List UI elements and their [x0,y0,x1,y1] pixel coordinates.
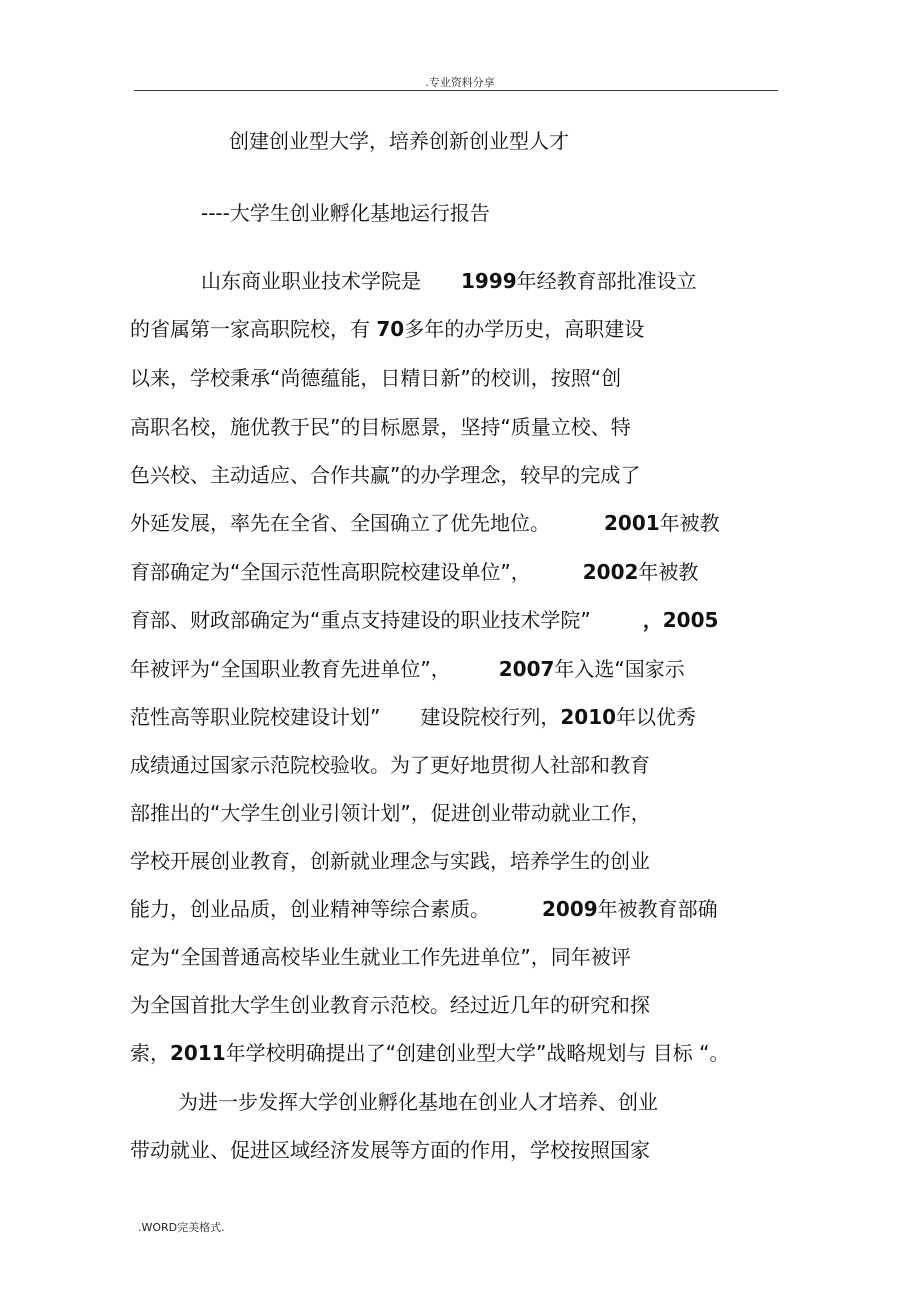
paragraph-line [130,896,718,922]
paragraph-line [178,1089,658,1115]
paragraph-line [130,316,644,342]
paragraph-line [130,752,650,778]
page-header-text: .专业资料分享 [425,76,495,89]
text-run: 年被教 [638,560,699,584]
paragraph-line [130,510,720,536]
paragraph-line [130,656,685,682]
text-run-bold: 2009 [542,897,598,921]
text-run: 年被教 [659,511,720,535]
paragraph-line [201,268,697,294]
paragraph-line [130,1137,650,1163]
text-run-bold: ，2005 [642,608,719,632]
paragraph-line [130,704,696,730]
document-subtitle: ----大学生创业孵化基地运行报告 [201,201,490,225]
paragraph-line [130,848,650,874]
paragraph-line [130,800,651,826]
page-footer-text: .WORD完美格式. [138,1221,225,1234]
text-run: 年被评为“全国职业教育先进单位”， [130,657,451,681]
text-run: 成绩通过国家示范院校验收。为了更好地贯彻人社部和教育 [130,753,650,777]
paragraph-line [130,992,650,1018]
paragraph-line [130,462,640,488]
text-run-bold: 70 [376,317,405,341]
text-run: 为全国首批大学生创业教育示范校。经过近几年的研究和探 [130,993,650,1017]
text-run-bold: 2010 [560,705,617,729]
text-run: 带动就业、促进区域经济发展等方面的作用，学校按照国家 [130,1138,650,1162]
header-divider [134,90,778,91]
text-run-bold: 1999 [461,269,517,293]
text-run: 为进一步发挥大学创业孵化基地在创业人才培养、创业 [178,1090,658,1114]
paragraph-line [130,607,718,633]
text-run: 学校开展创业教育，创新就业理念与实践，培养学生的创业 [130,849,650,873]
text-run: 范性高等职业院校建设计划” [130,705,381,729]
text-run: 高职名校，施优教于民”的目标愿景，坚持“质量立校、特 [130,415,631,439]
document-title: 创建创业型大学，培养创新创业型人才 [229,129,569,153]
text-run: 索， [130,1041,170,1065]
text-run-bold: 2001 [604,511,660,535]
text-run: 年被教育部确 [597,897,718,921]
text-run-bold: 2002 [582,560,639,584]
text-run-bold: 2011 [170,1041,226,1065]
text-run: 多年的办学历史，高职建设 [404,317,645,341]
text-run-bold: 2007 [498,657,555,681]
text-run: 年入选“国家示 [554,657,685,681]
paragraph-line [130,944,631,970]
text-run: 育部确定为“全国示范性高职院校建设单位”， [130,560,531,584]
text-run: 山东商业职业技术学院是 [201,269,421,293]
paragraph-line [130,365,621,391]
text-run: 外延发展，率先在全省、全国确立了优先地位。 [130,511,550,535]
paragraph-line [130,559,698,585]
text-run: 年经教育部批准设立 [516,269,697,293]
text-run: 部推出的“大学生创业引领计划”，促进创业带动就业工作， [130,801,651,825]
text-run: 育部、财政部确定为“重点支持建设的职业技术学院” [130,608,591,632]
text-run: 年学校明确提出了“创建创业型大学”战略规划与 目标 “。 [225,1041,730,1065]
text-run: 年以优秀 [616,705,697,729]
text-run: 以来，学校秉承“尚德蕴能，日精日新”的校训，按照“创 [130,366,622,390]
text-run: 建设院校行列， [420,705,561,729]
text-run: 定为“全国普通高校毕业生就业工作先进单位”，同年被评 [130,945,631,969]
text-run: 能力，创业品质，创业精神等综合素质。 [130,897,490,921]
text-run: 色兴校、主动适应、合作共赢”的办学理念，较早的完成了 [130,463,641,487]
text-run: 的省属第一家高职院校，有 [130,317,377,341]
paragraph-line [130,1040,729,1066]
paragraph-line [130,414,631,440]
